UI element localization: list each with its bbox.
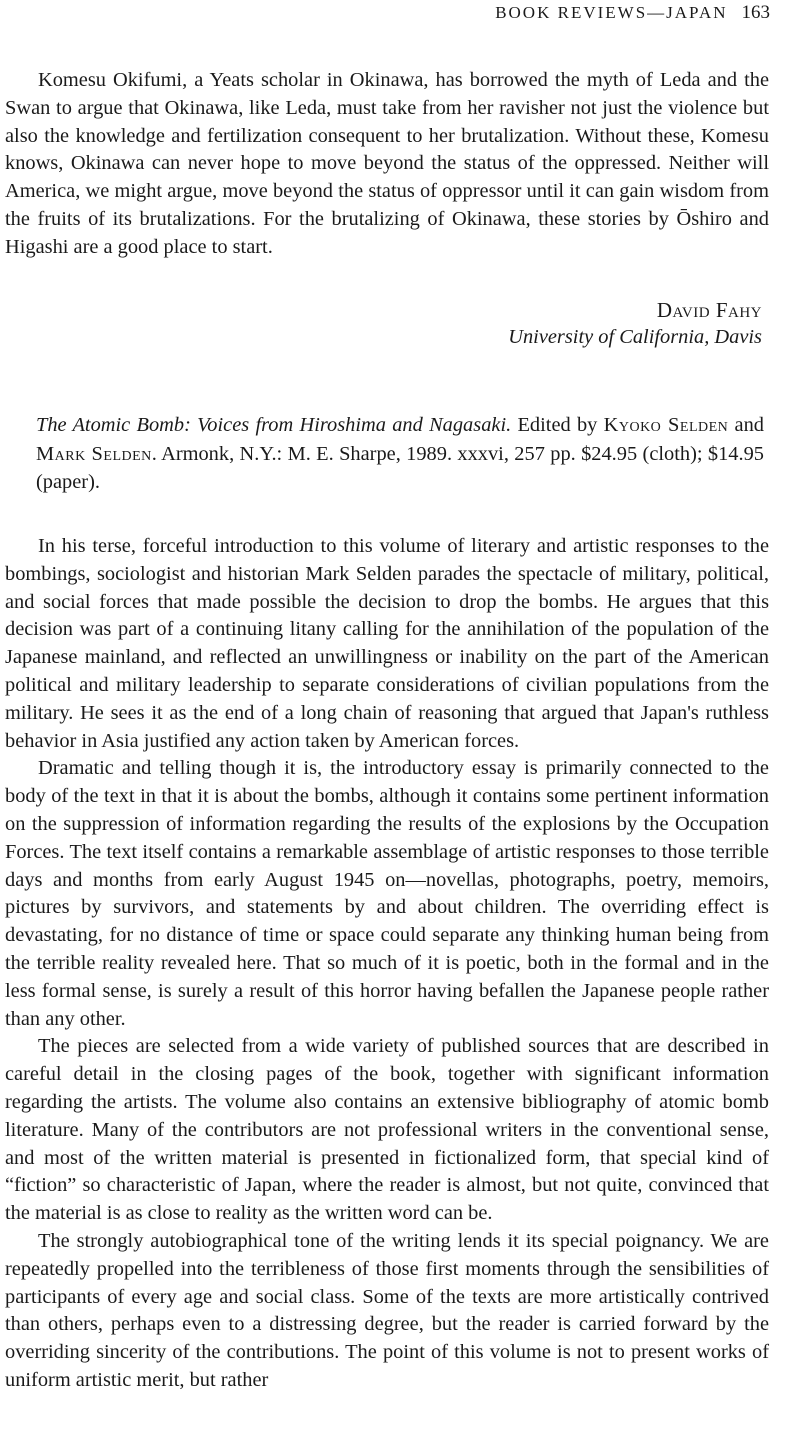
- paragraph: Komesu Okifumi, a Yeats scholar in Okinawa, has borrowed the myth of Leda and the Swan to argue that Okinawa, like Leda, must take from her ravisher not just the violence but also the knowledge and fertilization consequent to her brutalization. Without these, Komesu knows, Okinawa can never hope to move beyond the status of the oppressed. Neither will America, we might argue, move beyond the status of oppressor until it can gain wisdom from the fruits of its brutalizations. For the brutalizing of Okinawa, these stories by Ōshiro and Higashi are a good place to start.: [5, 69, 769, 258]
- book-citation: [36, 411, 764, 497]
- reviewer-affiliation: University of California, Davis: [508, 326, 762, 348]
- edited-by: Edited by: [517, 414, 598, 436]
- review-body: [5, 533, 769, 1395]
- previous-review-closing: [5, 67, 769, 262]
- editor-name: Mark Selden: [36, 442, 152, 465]
- paragraph: The strongly autobiographical tone of the writing lends it its special poignancy. We are repeatedly propelled into the terribleness of those first moments through the sensibilities of participants of every age and social class. Some of the texts are more artistically contrived than others, perhaps even to a distressing degree, but the reader is carried forward by the overriding sincerity of the contributions. The point of this volume is not to present works of uniform artistic merit, but rather: [5, 1229, 769, 1391]
- conjunction: and: [734, 414, 764, 436]
- paragraph: In his terse, forceful introduction to this volume of literary and artistic responses to the bombings, sociologist and historian Mark Selden parades the spectacle of military, political, and social forces that made possible the decision to drop the bombs. He argues that this decision was part of a continuing litany calling for the annihilation of the population of the Japanese mainland, and reflected an unwillingness or inability on the part of the American political and military leadership to separate considerations of civilian populations from the military. He sees it as the end of a long chain of reasoning that argued that Japan's ruthless behavior in Asia justified any action taken by American forces.: [5, 535, 769, 752]
- section-title: BOOK REVIEWS—JAPAN: [495, 3, 728, 22]
- paragraph: The pieces are selected from a wide variety of published sources that are described in careful detail in the closing pages of the book, together with significant information regarding the artists. The volume also contains an extensive bibliography of atomic bomb literature. Many of the contributors are not professional writers in the conventional sense, and most of the written material is presented in fictionalized form, that special kind of “fiction” so characteristic of Japan, where the reader is almost, but not quite, convinced that the material is as close to reality as the written word can be.: [5, 1035, 769, 1225]
- editor-name: Kyoko Selden: [603, 414, 729, 436]
- paragraph: Dramatic and telling though it is, the introductory essay is primarily connected to the body of the text in that it is about the bombs, although it contains some pertinent information on the suppression of information regarding the results of the explosions by the Occupation Forces. The text itself contains a remarkable assemblage of artistic responses to those terrible days and months from early August 1945 on—novellas, photographs, poetry, memoirs, pictures by survivors, and statements by and about children. The overriding effect is devastating, for no distance of time or space could separate any thinking human being from the terrible reality revealed here. That so much of it is poetic, both in the formal and in the less formal sense, is surely a result of this horror having befallen the Japanese people rather than any other.: [5, 757, 769, 1030]
- book-title: The Atomic Bomb: Voices from Hiroshima and Nagasaki.: [36, 414, 512, 436]
- reviewer-name: David Fahy: [656, 298, 762, 322]
- publication-details: . Armonk, N.Y.: M. E. Sharpe, 1989. xxxvi, 257 pp. $24.95 (cloth); $14.95 (paper).: [36, 442, 764, 493]
- running-head: [495, 2, 770, 24]
- page-number: 163: [741, 2, 770, 23]
